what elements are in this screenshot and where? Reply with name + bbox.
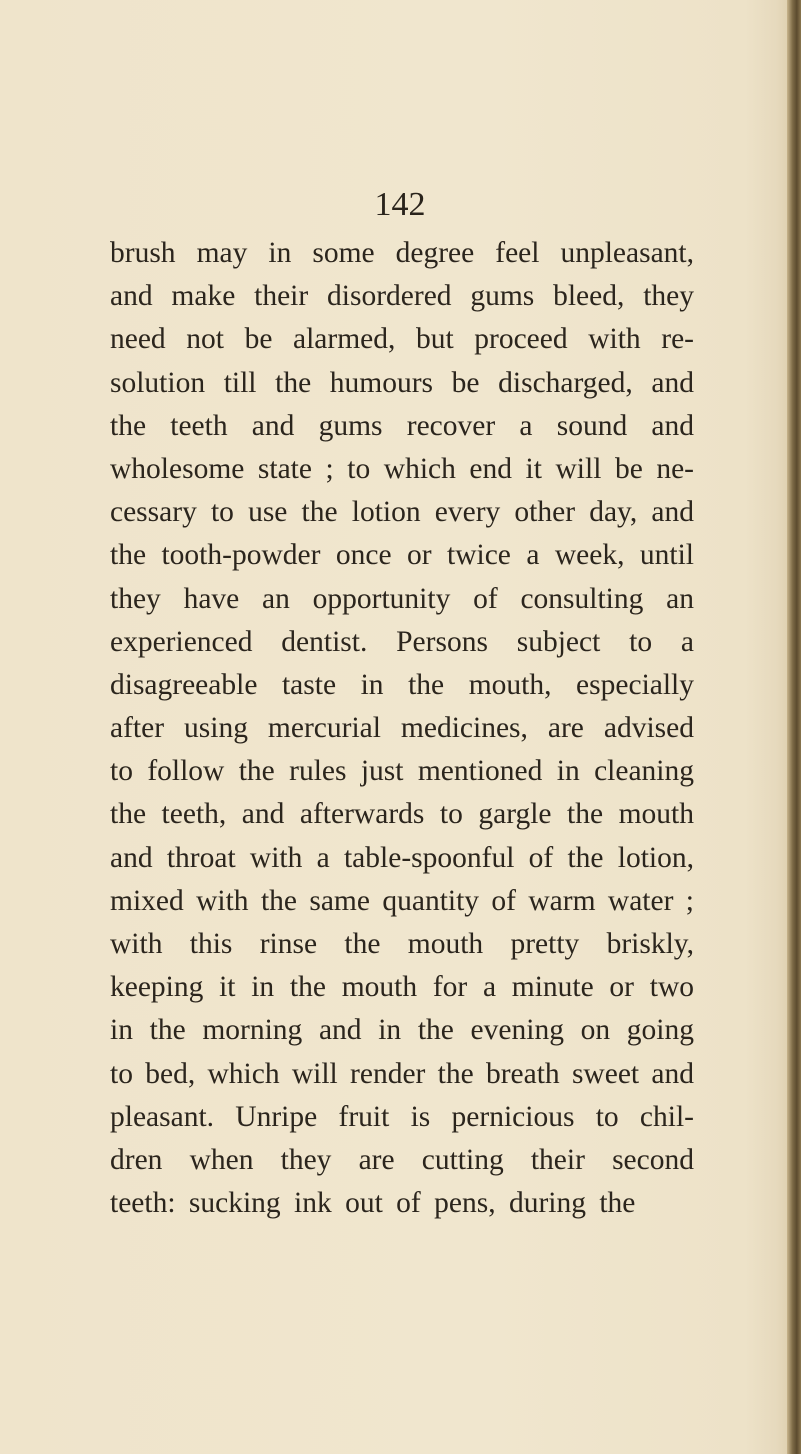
text-line: brush may in some degree feel unpleasant, (110, 237, 694, 269)
text-line: after using mercurial medicines, are advised (110, 712, 694, 745)
text-line: teeth: sucking ink out of pens, during the (110, 1187, 636, 1220)
text-line: and throat with a table-spoonful of the lotion, (110, 841, 694, 874)
text-line: they have an opportunity of consulting an (110, 582, 694, 615)
text-line: to follow the rules just mentioned in cleaning (110, 755, 694, 788)
text-line: experienced dentist. Persons subject to a (110, 625, 694, 658)
text-line: solution till the humours be discharged, and (110, 366, 694, 399)
text-line: pleasant. Unripe fruit is pernicious to chil- (110, 1100, 694, 1133)
text-line: keeping it in the mouth for a minute or two (110, 971, 694, 1004)
text-line: cessary to use the lotion every other day, and (110, 496, 694, 529)
body-text (110, 232, 694, 1225)
text-line: the teeth and gums recover a sound and (110, 409, 694, 442)
text-line: with this rinse the mouth pretty briskly, (110, 928, 694, 960)
text-line: mixed with the same quantity of warm water ; (110, 884, 694, 917)
text-line: to bed, which will render the breath sweet and (110, 1057, 694, 1090)
text-line: and make their disordered gums bleed, they (110, 280, 694, 313)
page-edge-shadow (787, 0, 801, 1454)
page-number: 142 (374, 186, 426, 223)
text-line: the tooth-powder once or twice a week, until (110, 539, 694, 572)
text-line: wholesome state ; to which end it will be ne- (110, 452, 694, 485)
text-line: the teeth, and afterwards to gargle the mouth (110, 798, 694, 831)
text-line: need not be alarmed, but proceed with re- (110, 323, 694, 356)
text-line: disagreeable taste in the mouth, especially (110, 668, 694, 701)
text-line: in the morning and in the evening on going (110, 1014, 694, 1047)
text-line: dren when they are cutting their second (110, 1143, 694, 1176)
